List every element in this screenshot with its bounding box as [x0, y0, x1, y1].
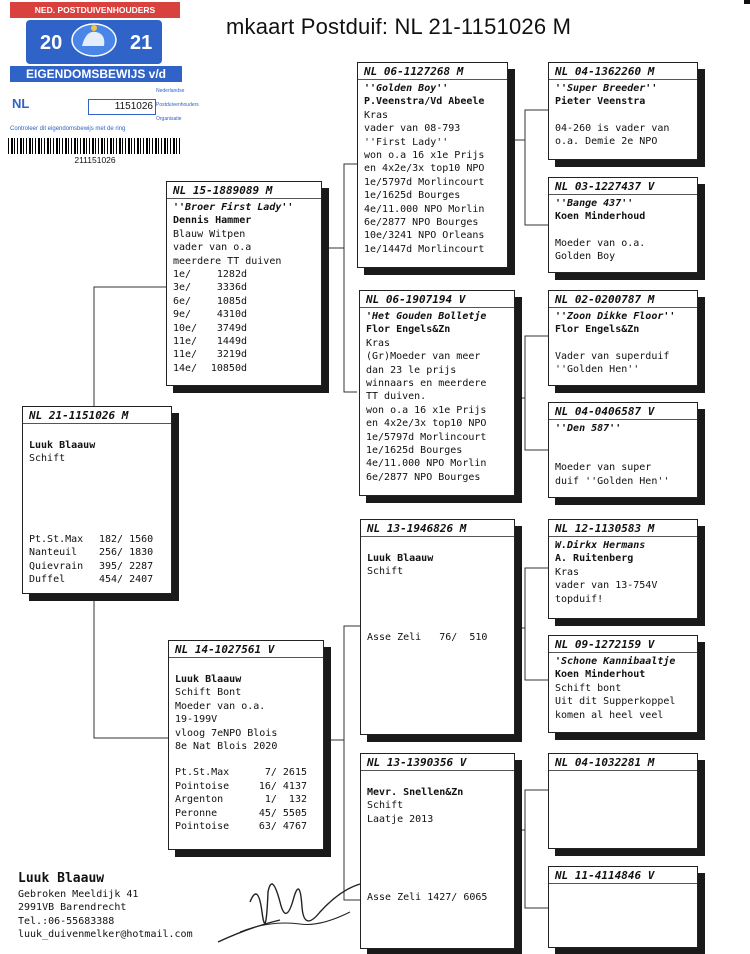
result-row: Pt.St.Max 182/ 1560 [29, 533, 154, 545]
card-mf-sire [548, 519, 698, 619]
card-line: Laatje 2013 [367, 813, 434, 825]
result-row: 14e/ 10850d [173, 362, 247, 374]
card-breeder: P.Veenstra/Vd Abeele [364, 96, 485, 108]
card-mm-dam [548, 866, 698, 948]
result-row: 6e/ 1085d [173, 295, 247, 307]
handwritten-signature [210, 872, 370, 952]
card-line: Kras [366, 337, 391, 349]
result-row: 11e/ 1449d [173, 336, 247, 348]
card-line [555, 109, 691, 122]
card-line: (Gr)Moeder van meer [366, 351, 481, 363]
card-line: 1e/1447d Morlincourt [364, 243, 485, 255]
card-line: o.a. Demie 2e NPO [555, 136, 658, 148]
result-row: 11e/ 3219d [173, 349, 247, 361]
card-mother-dam [360, 753, 515, 949]
card-header: NL 14-1027561 V [169, 641, 323, 658]
card-line: ''First Lady'' [364, 136, 449, 148]
card-header: NL 06-1127268 M [358, 63, 507, 80]
owner-name: Luuk Blaauw [18, 871, 105, 886]
card-header: NL 13-1390356 V [361, 754, 514, 771]
card-breeder: Luuk Blaauw [29, 440, 96, 451]
card-breeder: Dennis Hammer [173, 215, 252, 227]
card-line [367, 579, 508, 592]
card-line: duif ''Golden Hen'' [555, 475, 670, 487]
card-line: topduif! [555, 593, 604, 605]
card-line: 4e/11.000 NPO Morlin [366, 458, 487, 470]
card-result-line: Asse Zeli 76/ 510 [367, 631, 488, 643]
card-line: Schift bont [555, 682, 622, 694]
owner-phone: Tel.:06-55683388 [18, 915, 115, 927]
card-line [367, 592, 508, 605]
card-line: en 4x2e/3x top10 NPO [366, 418, 487, 430]
card-header: NL 21-1151026 M [23, 407, 171, 424]
card-line [175, 753, 317, 766]
card-father-sire [357, 62, 508, 268]
card-line [367, 878, 508, 891]
card-line: ''Golden Hen'' [555, 364, 640, 376]
card-line [367, 826, 508, 839]
card-line [175, 660, 317, 673]
card-ff-sire [548, 62, 698, 160]
card-line: Kras [364, 109, 389, 121]
card-header: NL 02-0200787 M [549, 291, 697, 308]
card-line: vloog 7eNPO Blois [175, 727, 278, 739]
card-line: Golden Boy [555, 251, 616, 263]
sticker-barcode-number: 211151026 [74, 155, 116, 165]
card-line: TT duiven. [366, 391, 427, 403]
card-line: Moeder van o.a. [555, 237, 646, 249]
card-father-dam [359, 290, 515, 496]
results-table [29, 533, 153, 587]
sticker-side-n: Nederlandse [156, 88, 185, 94]
result-row: 1e/ 1282d [173, 269, 247, 281]
card-line: Moeder van super [555, 462, 652, 474]
card-mm-sire [548, 753, 698, 849]
card-line: won o.a 16 x1e Prijs [364, 150, 485, 162]
card-line: 19-199V [175, 714, 218, 726]
card-result-line: Asse Zeli 1427/ 6065 [367, 892, 488, 904]
card-line: Vader van superduif [555, 350, 670, 362]
card-line: dan 23 le prijs [366, 364, 457, 376]
card-line: Schift Bont [175, 687, 242, 699]
card-line [367, 865, 508, 878]
card-mother [168, 640, 324, 850]
card-pigeon-name: 'Het Gouden Bolletje [366, 311, 487, 322]
card-header: NL 11-4114846 V [549, 867, 697, 884]
sticker-ring-number: 1151026 [88, 99, 156, 115]
card-line [367, 852, 508, 865]
card-line [555, 448, 691, 461]
result-row: Peronne 45/ 5505 [175, 807, 307, 819]
card-header: NL 12-1130583 M [549, 520, 697, 537]
card-line: 8e Nat Blois 2020 [175, 741, 278, 753]
card-pigeon-name: ''Den 587'' [555, 423, 622, 434]
card-header: NL 13-1946826 M [361, 520, 514, 537]
card-header: NL 04-1032281 M [549, 754, 697, 771]
card-line: meerdere TT duiven [173, 255, 282, 267]
card-line: Schift [367, 566, 404, 578]
card-pigeon-name: ''Golden Boy'' [364, 83, 449, 94]
card-line: 1e/5797d Morlincourt [366, 431, 487, 443]
result-row: Duffel 454/ 2407 [29, 574, 154, 586]
card-line [29, 426, 165, 439]
card-line [367, 773, 508, 786]
sticker-side-p: Postduivenhouders [156, 102, 199, 108]
card-line: vader van 13-754V [555, 580, 658, 592]
card-header: NL 04-1362260 M [549, 63, 697, 80]
card-line: Moeder van o.a. [175, 700, 266, 712]
card-main-pigeon [22, 406, 172, 594]
card-line: en 4x2e/3x top10 NPO [364, 163, 485, 175]
result-row: Pt.St.Max 7/ 2615 [175, 767, 307, 779]
card-ff-dam [548, 177, 698, 273]
results-table [175, 766, 307, 833]
card-line: Blauw Witpen [173, 228, 246, 240]
card-line: Kras [555, 566, 580, 578]
card-pigeon-name: ''Bange 437'' [555, 198, 634, 209]
card-breeder: Pieter Veenstra [555, 96, 646, 108]
sticker-organisation: NED. POSTDUIVENHOUDERS [10, 2, 180, 18]
card-header: NL 06-1907194 V [360, 291, 514, 308]
card-line [555, 337, 691, 350]
card-line [367, 605, 508, 618]
card-breeder: Koen Minderhout [555, 669, 646, 681]
sticker-banner: EIGENDOMSBEWIJS v/d RING [10, 66, 182, 82]
sticker-country: NL [12, 96, 30, 111]
card-header: NL 03-1227437 V [549, 178, 697, 195]
card-mother-sire [360, 519, 515, 735]
result-row: Argenton 1/ 132 [175, 794, 307, 806]
card-line: 4e/11.000 NPO Morlin [364, 203, 485, 215]
card-line: 1e/1625d Bourges [364, 190, 461, 202]
card-breeder: Koen Minderhoud [555, 211, 646, 223]
card-line [367, 618, 508, 631]
result-row: Quievrain 395/ 2287 [29, 560, 154, 572]
sticker-side-o: Organisatie [156, 116, 182, 122]
card-line: 1e/5797d Morlincourt [364, 176, 485, 188]
sticker-year-left: 20 [40, 32, 63, 54]
result-row: 3e/ 3336d [173, 282, 247, 294]
card-pigeon-name: W.Dirkx Hermans [555, 540, 646, 551]
sticker-control-text: Controleer dit eigendomsbewijs met de ring [10, 126, 126, 132]
page-title: mkaart Postduif: NL 21-1151026 M [226, 14, 572, 39]
card-line: winnaars en meerdere [366, 378, 487, 390]
card-header: NL 15-1889089 M [167, 182, 321, 199]
card-line: Schift [29, 453, 66, 465]
card-line: Uit dit Supperkoppel [555, 696, 676, 708]
card-line: 1e/1625d Bourges [366, 445, 463, 457]
result-row: 9e/ 4310d [173, 309, 247, 321]
card-line: won o.a 16 x1e Prijs [366, 404, 487, 416]
card-line: komen al heel veel [555, 709, 664, 721]
result-row: 10e/ 3749d [173, 322, 247, 334]
card-breeder: Flor Engels&Zn [555, 324, 640, 336]
card-line: 04-260 is vader van [555, 122, 670, 134]
result-row: Pointoise 16/ 4137 [175, 780, 307, 792]
card-pigeon-name: ''Broer First Lady'' [173, 202, 294, 213]
card-father [166, 181, 322, 386]
card-line: 6e/2877 NPO Bourges [364, 217, 479, 229]
card-fm-dam [548, 402, 698, 498]
owner-city: 2991VB Barendrecht [18, 902, 127, 914]
sticker-year-right: 21 [130, 32, 153, 54]
card-line [555, 224, 691, 237]
card-line [367, 839, 508, 852]
card-breeder: Flor Engels&Zn [366, 324, 451, 336]
card-line: vader van 08-793 [364, 123, 461, 135]
card-pigeon-name: ''Zoon Dikke Floor'' [555, 311, 676, 322]
card-fm-sire [548, 290, 698, 386]
card-breeder: Mevr. Snellen&Zn [367, 787, 464, 798]
owner-street: Gebroken Meeldijk 41 [18, 888, 139, 900]
card-header: NL 04-0406587 V [549, 403, 697, 420]
card-breeder: A. Ruitenberg [555, 553, 634, 565]
result-row: Pointoise 63/ 4767 [175, 821, 307, 833]
card-line: 10e/3241 NPO Orleans [364, 230, 485, 242]
card-mf-dam [548, 635, 698, 733]
card-pigeon-name: 'Schone Kannibaaltje [555, 656, 676, 667]
card-pigeon-name: ''Super Breeder'' [555, 83, 658, 94]
results-table [173, 268, 247, 375]
card-line: 6e/2877 NPO Bourges [366, 471, 481, 483]
card-line: vader van o.a [173, 242, 252, 254]
owner-email: luuk_duivenmelker@hotmail.com [18, 929, 193, 941]
card-line [555, 435, 691, 448]
card-line [367, 539, 508, 552]
card-line: Schift [367, 800, 404, 812]
result-row: Nanteuil 256/ 1830 [29, 547, 154, 559]
card-header: NL 09-1272159 V [549, 636, 697, 653]
owner-contact [18, 872, 193, 942]
card-breeder: Luuk Blaauw [367, 553, 434, 564]
card-breeder: Luuk Blaauw [175, 674, 242, 685]
